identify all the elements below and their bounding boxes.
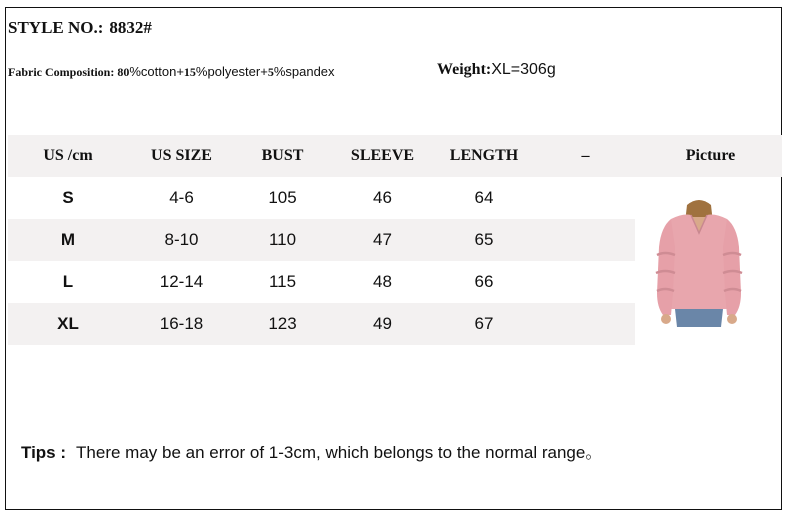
cell-length: 67 bbox=[474, 314, 494, 333]
header-bust: BUST bbox=[261, 147, 304, 164]
fabric-material-cotton: %cotton+ bbox=[129, 64, 184, 79]
cell-bust: 115 bbox=[268, 272, 297, 291]
cell-sleeve: 48 bbox=[373, 272, 392, 291]
fabric-pct-polyester: 15 bbox=[183, 65, 196, 79]
fabric-material-spandex: %spandex bbox=[273, 64, 335, 79]
weight-label: Weight: bbox=[437, 61, 492, 78]
cell-length: 64 bbox=[474, 188, 494, 207]
fabric-pct-spandex: 5 bbox=[267, 65, 274, 79]
cell-sleeve: 47 bbox=[373, 230, 392, 249]
table-row bbox=[8, 261, 635, 303]
tips-label: Tips : bbox=[21, 443, 67, 462]
fabric-composition-line bbox=[8, 64, 335, 80]
cell-sleeve: 49 bbox=[373, 314, 392, 333]
cell-length: 66 bbox=[474, 272, 494, 291]
weight-value: XL=306g bbox=[491, 61, 556, 78]
header-picture: Picture bbox=[685, 147, 736, 164]
cell-us-size: 12-14 bbox=[159, 272, 204, 291]
cell-size: L bbox=[62, 272, 74, 291]
cell-us-size: 8-10 bbox=[164, 230, 199, 249]
cell-length: 65 bbox=[474, 230, 494, 249]
fabric-pct-cotton: 80 bbox=[117, 65, 130, 79]
cell-us-size: 16-18 bbox=[159, 314, 204, 333]
header-us-cm: US /cm bbox=[43, 147, 93, 164]
tips-text: There may be an error of 1-3cm, which belongs to the normal range。 bbox=[76, 443, 603, 462]
header-us-size: US SIZE bbox=[151, 147, 212, 164]
table-row bbox=[8, 303, 635, 345]
header-sleeve: SLEEVE bbox=[350, 147, 415, 164]
style-number-line bbox=[8, 18, 152, 38]
sweater-product-photo bbox=[653, 197, 745, 327]
header-length: LENGTH bbox=[449, 147, 519, 164]
fabric-label: Fabric Composition: bbox=[8, 65, 115, 79]
cell-size: XL bbox=[57, 314, 79, 333]
style-number: 8832# bbox=[109, 18, 152, 37]
cell-bust: 110 bbox=[268, 230, 297, 249]
header-dash: – bbox=[581, 147, 590, 164]
cell-sleeve: 46 bbox=[373, 188, 392, 207]
fabric-material-polyester: %polyester+ bbox=[195, 64, 268, 79]
cell-bust: 105 bbox=[268, 188, 297, 207]
cell-size: S bbox=[62, 188, 74, 207]
tips-note bbox=[21, 438, 602, 463]
weight-line bbox=[437, 61, 556, 79]
table-row bbox=[8, 219, 635, 261]
cell-us-size: 4-6 bbox=[169, 188, 194, 207]
table-row bbox=[8, 177, 635, 219]
table-header-row bbox=[8, 135, 782, 177]
cell-bust: 123 bbox=[268, 314, 297, 333]
cell-size: M bbox=[60, 230, 76, 249]
style-label: STYLE NO.: bbox=[8, 18, 104, 37]
